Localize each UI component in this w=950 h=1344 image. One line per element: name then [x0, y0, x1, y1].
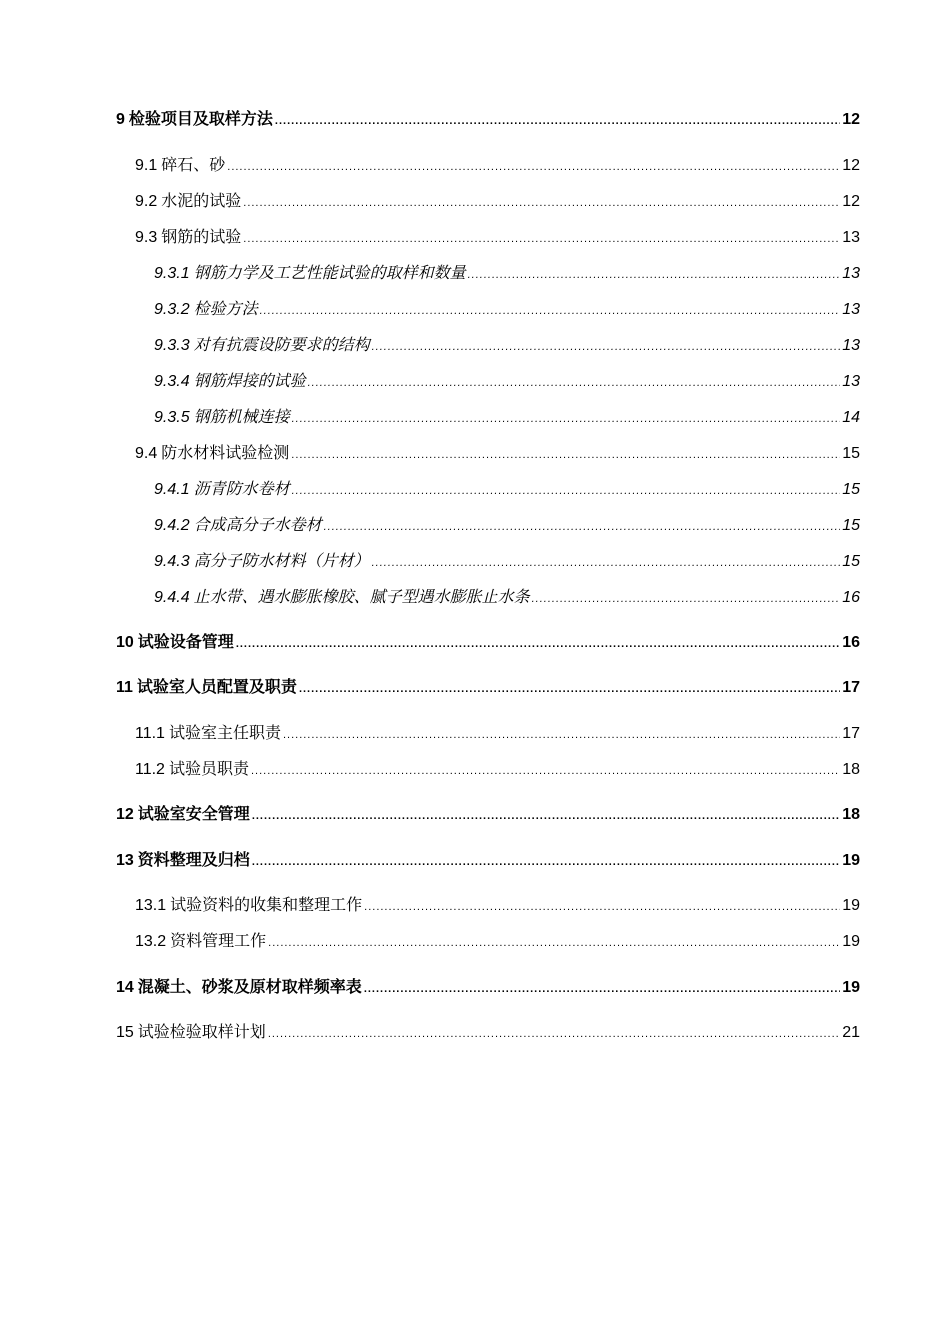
- toc-entry-number: 13.2: [135, 933, 167, 950]
- toc-entry-page-number: 15: [842, 481, 860, 498]
- toc-entry-number: 11.2: [135, 761, 165, 778]
- toc-entry[interactable]: [116, 1023, 860, 1043]
- toc-entry[interactable]: [116, 932, 860, 952]
- toc-entry-page-number: 13: [842, 301, 860, 318]
- toc-entry-number: 9.4.4: [154, 589, 190, 606]
- toc-entry-page-number: 14: [842, 409, 860, 426]
- toc-entry-number: 9.3.3: [154, 337, 190, 354]
- toc-entry-title: 试验室主任职责: [168, 725, 281, 742]
- toc-entry-number: 9: [116, 111, 125, 128]
- toc-dot-leader: [291, 445, 840, 465]
- toc-entry[interactable]: [116, 516, 860, 536]
- toc-entry[interactable]: [116, 408, 860, 428]
- toc-entry[interactable]: [116, 633, 860, 653]
- toc-dot-leader: [292, 409, 841, 429]
- toc-entry[interactable]: [116, 372, 860, 392]
- toc-dot-leader: [268, 933, 840, 953]
- toc-entry-page-number: 15: [842, 445, 860, 462]
- toc-entry-title: 高分子防水材料（片材）: [193, 553, 370, 570]
- toc-entry-page-number: 16: [842, 589, 860, 606]
- toc-entry[interactable]: [116, 444, 860, 464]
- toc-entry-title: 钢筋的试验: [161, 229, 242, 246]
- toc-dot-leader: [251, 761, 840, 781]
- toc-entry-number: 9.3.5: [154, 409, 190, 426]
- toc-entry-title: 水泥的试验: [161, 193, 242, 210]
- toc-entry[interactable]: [116, 978, 860, 998]
- toc-entry-page-number: 21: [842, 1024, 860, 1041]
- toc-entry-title: 钢筋力学及工艺性能试验的取样和数量: [193, 265, 466, 282]
- toc-entry-title: 试验资料的收集和整理工作: [170, 897, 363, 914]
- toc-entry[interactable]: [116, 192, 860, 212]
- toc-entry-page-number: 12: [842, 111, 860, 128]
- toc-entry[interactable]: [116, 156, 860, 176]
- toc-entry-title: 沥青防水卷材: [193, 481, 290, 498]
- toc-entry-page-number: 19: [842, 933, 860, 950]
- toc-dot-leader: [275, 111, 840, 131]
- toc-entry-title: 试验检验取样计划: [137, 1024, 266, 1041]
- toc-entry-title: 合成高分子水卷材: [193, 517, 322, 534]
- toc-entry-title: 钢筋机械连接: [193, 409, 290, 426]
- toc-entry-title: 试验员职责: [168, 761, 249, 778]
- toc-entry[interactable]: [116, 336, 860, 356]
- toc-entry-page-number: 19: [842, 852, 860, 869]
- toc-dot-leader: [372, 337, 841, 357]
- toc-entry-page-number: 19: [842, 979, 860, 996]
- toc-entry-title: 检验项目及取样方法: [128, 111, 273, 128]
- toc-entry[interactable]: [116, 678, 860, 698]
- toc-dot-leader: [532, 589, 841, 609]
- toc-entry-title: 防水材料试验检测: [161, 445, 290, 462]
- toc-entry-number: 9.3.1: [154, 265, 190, 282]
- toc-entry-title: 资料管理工作: [170, 933, 267, 950]
- toc-entry-page-number: 12: [842, 157, 860, 174]
- toc-dot-leader: [236, 634, 840, 654]
- toc-dot-leader: [308, 373, 841, 393]
- toc-entry-title: 试验室人员配置及职责: [136, 679, 297, 696]
- toc-entry-number: 15: [116, 1024, 134, 1041]
- toc-entry[interactable]: [116, 300, 860, 320]
- toc-entry-number: 9.1: [135, 157, 158, 174]
- toc-dot-leader: [299, 679, 840, 699]
- toc-dot-leader: [243, 229, 840, 249]
- toc-entry-page-number: 18: [842, 806, 860, 823]
- toc-dot-leader: [227, 157, 840, 177]
- toc-dot-leader: [372, 553, 841, 573]
- toc-entry-page-number: 15: [842, 553, 860, 570]
- toc-entry-number: 9.3.2: [154, 301, 190, 318]
- toc-entry-page-number: 17: [842, 679, 860, 696]
- toc-entry-title: 碎石、砂: [161, 157, 226, 174]
- toc-entry-number: 9.4: [135, 445, 158, 462]
- toc-entry-number: 11: [116, 679, 133, 696]
- toc-entry[interactable]: [116, 110, 860, 130]
- toc-entry-title: 混凝土、砂浆及原材取样频率表: [137, 979, 362, 996]
- toc-entry-page-number: 13: [842, 373, 860, 390]
- toc-entry[interactable]: [116, 724, 860, 744]
- toc-entry-number: 11.1: [135, 725, 165, 742]
- toc-entry[interactable]: [116, 264, 860, 284]
- toc-entry-number: 14: [116, 979, 134, 996]
- toc-entry[interactable]: [116, 588, 860, 608]
- toc-entry-number: 10: [116, 634, 134, 651]
- toc-entry-title: 资料整理及归档: [137, 852, 250, 869]
- toc-entry-title: 止水带、遇水膨胀橡胶、腻子型遇水膨胀止水条: [193, 589, 530, 606]
- toc-entry[interactable]: [116, 896, 860, 916]
- toc-dot-leader: [283, 725, 840, 745]
- toc-dot-leader: [468, 265, 841, 285]
- toc-entry-number: 9.3.4: [154, 373, 190, 390]
- toc-dot-leader: [324, 517, 841, 537]
- toc-entry-page-number: 12: [842, 193, 860, 210]
- toc-entry-title: 试验室安全管理: [137, 806, 250, 823]
- toc-entry[interactable]: [116, 552, 860, 572]
- toc-dot-leader: [268, 1024, 840, 1044]
- toc-entry[interactable]: [116, 228, 860, 248]
- toc-entry-number: 13: [116, 852, 134, 869]
- toc-entry-number: 9.4.3: [154, 553, 190, 570]
- toc-entry-page-number: 15: [842, 517, 860, 534]
- toc-dot-leader: [292, 481, 841, 501]
- toc-entry-number: 9.3: [135, 229, 158, 246]
- toc-entry-page-number: 13: [842, 265, 860, 282]
- toc-entry-number: 12: [116, 806, 134, 823]
- toc-entry-number: 9.4.1: [154, 481, 190, 498]
- toc-entry-page-number: 18: [842, 761, 860, 778]
- toc-entry-number: 9.2: [135, 193, 158, 210]
- toc-dot-leader: [252, 806, 840, 826]
- toc-dot-leader: [252, 852, 840, 872]
- toc-dot-leader: [243, 193, 840, 213]
- toc-entry-page-number: 13: [842, 229, 860, 246]
- toc-entry-title: 对有抗震设防要求的结构: [193, 337, 370, 354]
- toc-entry-title: 钢筋焊接的试验: [193, 373, 306, 390]
- toc-entry-title: 检验方法: [193, 301, 258, 318]
- toc-entry[interactable]: [116, 480, 860, 500]
- toc-entry-number: 13.1: [135, 897, 167, 914]
- toc-entry-page-number: 16: [842, 634, 860, 651]
- toc-entry-page-number: 17: [842, 725, 860, 742]
- toc-entry[interactable]: [116, 805, 860, 825]
- toc-dot-leader: [364, 897, 840, 917]
- toc-entry-page-number: 13: [842, 337, 860, 354]
- toc-dot-leader: [364, 979, 840, 999]
- toc-entry-number: 9.4.2: [154, 517, 190, 534]
- toc-entry-title: 试验设备管理: [137, 634, 234, 651]
- toc-entry[interactable]: [116, 760, 860, 780]
- toc-entry[interactable]: [116, 851, 860, 871]
- toc-entry-page-number: 19: [842, 897, 860, 914]
- toc-dot-leader: [260, 301, 841, 321]
